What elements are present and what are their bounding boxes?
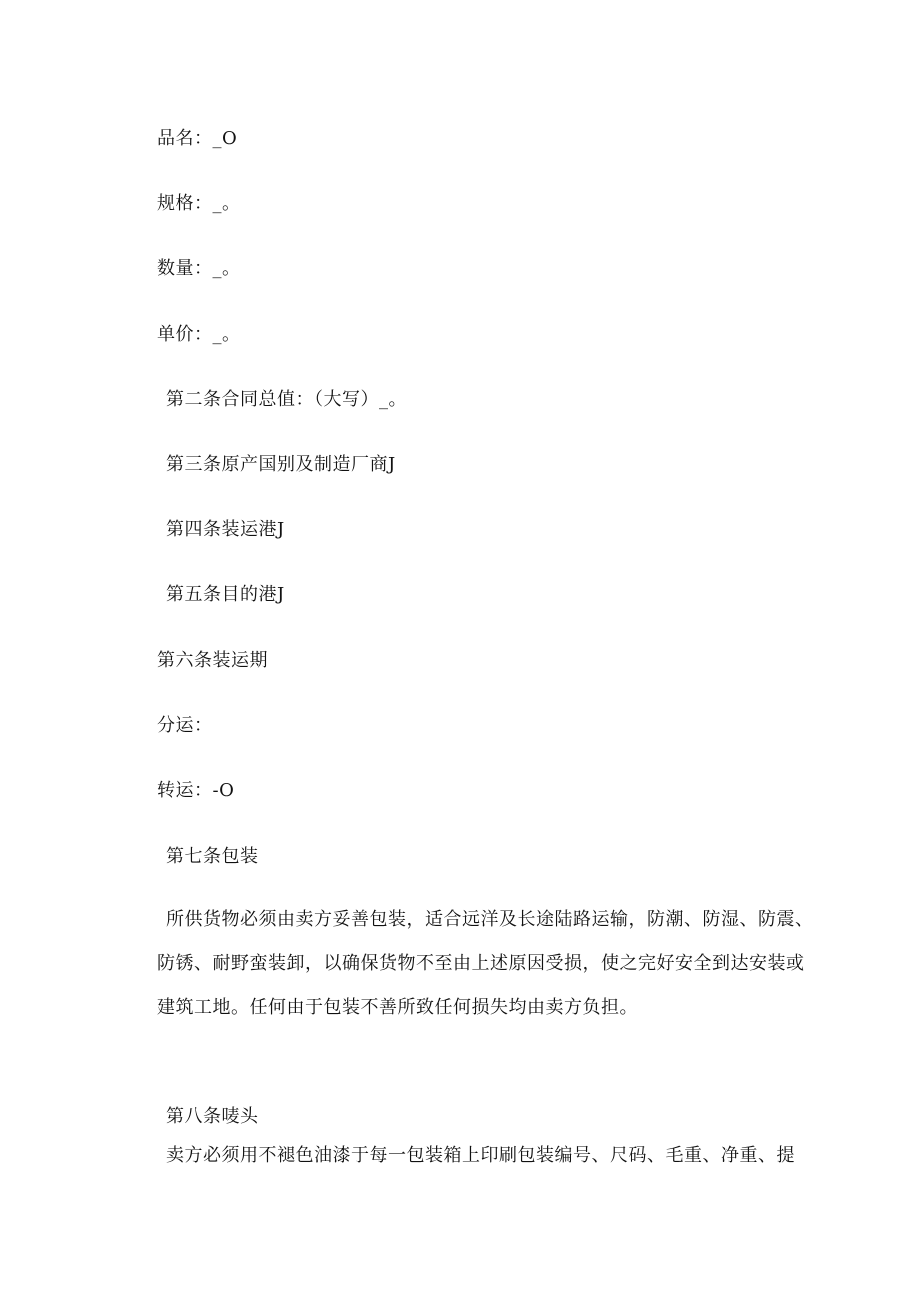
partial-shipment-line: 分运： xyxy=(157,715,213,736)
specification-line: 规格：_。 xyxy=(157,193,241,214)
article-7-packing-body: 所供货物必须由卖方妥善包装，适合远洋及长途陆路运输，防潮、防湿、防震、防锈、耐野蛮装卸，以确保货物不至由上述原因受损，使之完好安全到达安装或建筑工地。任何由于包装不善所致任何损失均由卖方负担。 xyxy=(157,909,814,1018)
article-7-packing-heading: 第七条包装 xyxy=(166,846,259,867)
article-6-shipment-period: 第六条装运期 xyxy=(157,650,268,671)
product-name-line: 品名：_O xyxy=(157,128,238,149)
article-8-marks-body: 卖方必须用不褪色油漆于每一包装箱上印刷包装编号、尺码、毛重、净重、提 xyxy=(166,1145,795,1166)
article-5-destination-port: 第五条目的港J xyxy=(166,584,285,605)
transshipment-line: 转运：-O xyxy=(157,780,235,801)
article-2-total-value: 第二条合同总值：（大写）_。 xyxy=(166,389,407,410)
article-8-marks-heading: 第八条唛头 xyxy=(166,1106,259,1127)
quantity-line: 数量：_。 xyxy=(157,258,241,279)
article-4-loading-port: 第四条装运港J xyxy=(166,519,285,540)
unit-price-line: 单价：_。 xyxy=(157,324,241,345)
article-3-origin: 第三条原产国别及制造厂商J xyxy=(166,454,396,475)
